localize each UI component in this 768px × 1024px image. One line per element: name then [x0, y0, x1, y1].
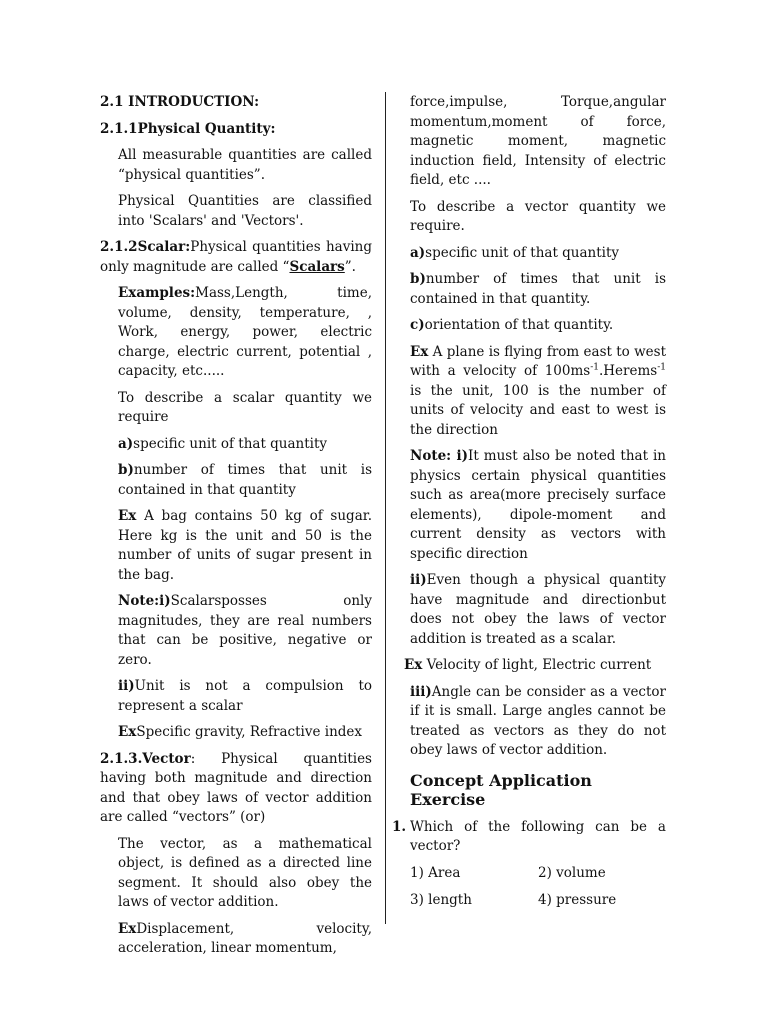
question-1 — [392, 818, 666, 857]
option-4: 4) pressure — [538, 892, 617, 908]
scalar-describe: To describe a scalar quantity we require — [118, 389, 372, 425]
physical-quantity-definition: All measurable quantities are called “physical quantities”. — [118, 147, 372, 183]
vector-requirement-c: c)orientation of that quantity. — [410, 317, 614, 333]
scalar-requirement-b: b)number of times that unit is contained in that quantity — [118, 462, 372, 498]
vector-example-light: Ex Velocity of light, Electric current — [404, 657, 652, 673]
vector-note-iii: iii)Angle can be consider as a vector if it is small. Large angles cannot be treated as vectors as they do not obey laws of vector addition. — [410, 683, 666, 758]
vector-examples-continued: force,impulse, Torque,angular momentum,moment of force, magnetic moment, magnetic induction field, Intensity of electric field, etc .... — [410, 94, 666, 188]
section-heading-introduction: 2.1 INTRODUCTION: — [100, 94, 260, 110]
option-2: 2) volume — [538, 864, 606, 881]
left-column — [100, 93, 372, 966]
question-1-options — [392, 864, 666, 911]
scalar-definition: 2.1.2Scalar:Physical quantities having only magnitude are called “Scalars”. — [100, 239, 372, 275]
option-1: 1) Area — [410, 864, 461, 881]
vector-note-ii: ii)Even though a physical quantity have magnitude and directionbut does not obey the laws of vector addition is treated as a scalar. — [410, 572, 666, 647]
vector-describe: To describe a vector quantity we require. — [410, 198, 666, 234]
question-number: 1. — [392, 818, 407, 835]
scalar-requirement-a: a)specific unit of that quantity — [118, 435, 328, 452]
physical-quantity-classification: Physical Quantities are classified into 'Scalars' and 'Vectors'. — [118, 193, 372, 229]
vector-requirement-b: b)number of times that unit is contained in that quantity. — [410, 271, 666, 307]
question-text: Which of the following can be a vector? — [410, 818, 666, 854]
scalar-note-ii: ii)Unit is not a compulsion to represent a scalar — [118, 678, 372, 714]
option-3: 3) length — [410, 892, 472, 908]
vector-example-plane: Ex A plane is flying from east to west with a velocity of $100ms^{-1}.Herems^{-1}$ is the unit, 100 is the number of units of velocity and east to west is the direction — [410, 343, 666, 438]
column-divider — [385, 92, 386, 924]
scalar-examples: Examples:Mass,Length, time, volume, density, temperature, , Work, energy, power, electric charge, electric current, potential , capacity, etc..... — [118, 285, 372, 379]
vector-requirement-a: a)specific unit of that quantity — [410, 244, 620, 261]
scalar-example-sugar: Ex A bag contains 50 kg of sugar. Here kg is the unit and 50 is the number of units of sugar present in the bag. — [118, 508, 373, 583]
vector-math-definition: The vector, as a mathematical object, is defined as a directed line segment. It should also obey the laws of vector addition. — [118, 835, 372, 910]
vector-definition: 2.1.3.Vector: Physical quantities having both magnitude and direction and that obey laws of vector addition are called “vectors” (or) — [100, 750, 372, 825]
section-heading-physical-quantity: 2.1.1Physical Quantity: — [100, 120, 276, 137]
exercise-title: Concept Application Exercise — [410, 770, 592, 809]
scalar-example-gravity: ExSpecific gravity, Refractive index — [118, 724, 363, 740]
vector-examples: ExDisplacement, velocity, acceleration, linear momentum, — [118, 920, 372, 956]
right-column — [392, 93, 666, 911]
vector-note-i: Note: i)It must also be noted that in physics certain physical quantities such as area(more precisely surface elements), dipole-moment and current density as vectors with specific direction — [410, 448, 666, 562]
scalar-note-i: Note:i)Scalarsposses only magnitudes, they are real numbers that can be positive, negative or zero. — [118, 593, 372, 668]
